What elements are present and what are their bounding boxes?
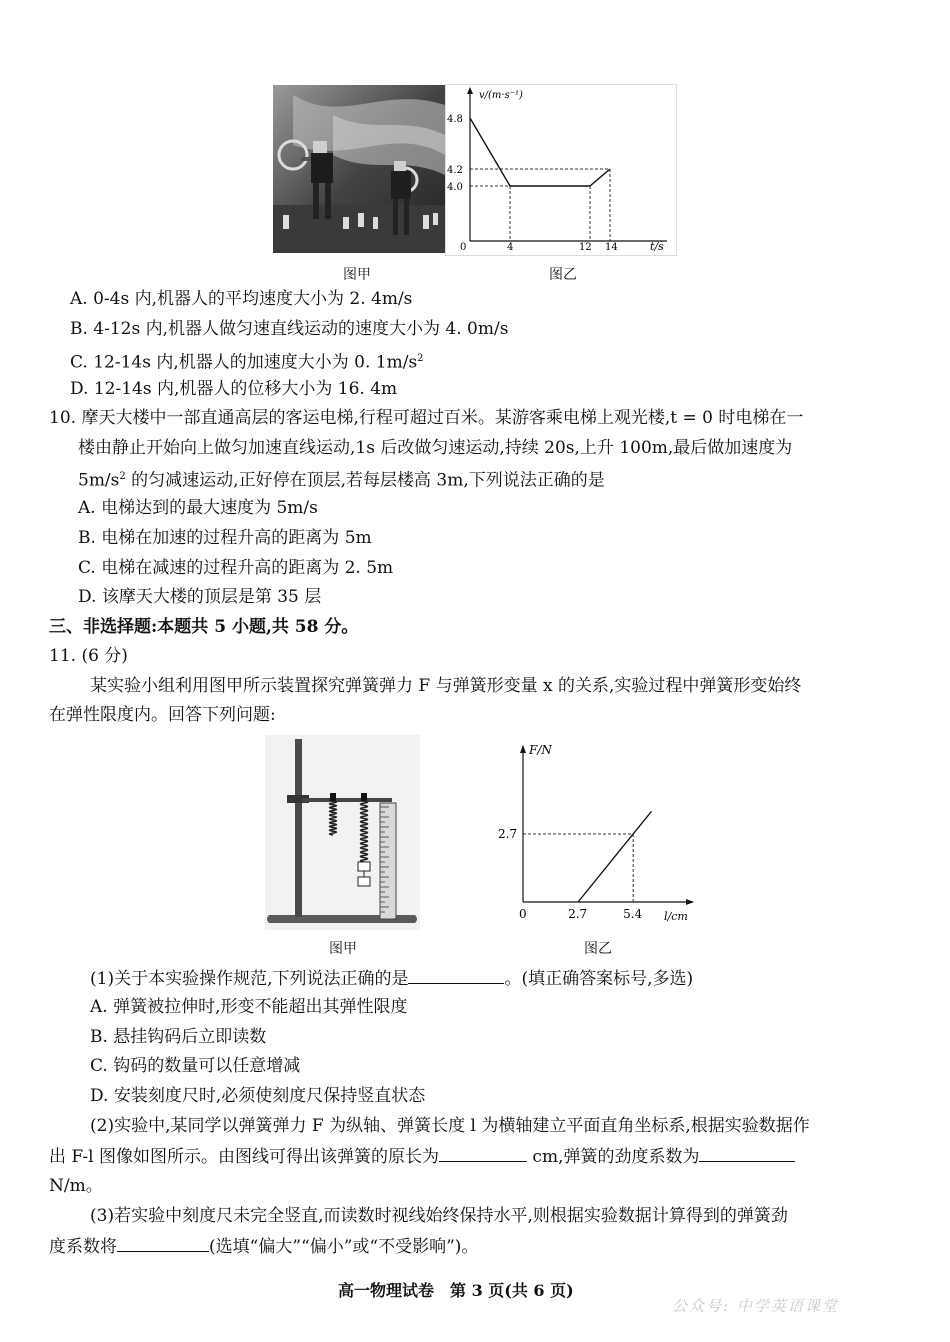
q11-fig-a-caption: 图甲	[329, 941, 357, 957]
y-tick-label: 4.0	[447, 182, 463, 193]
q11-p3-line2-post: (选填“偏大”“偏小”或“不受影响”)。	[209, 1237, 479, 1257]
q11-p1-option-b: B. 悬挂钩码后立即读数	[90, 1027, 267, 1047]
q10-line3-sup: 2	[119, 471, 126, 482]
q11-p1-pre: (1)关于本实验操作规范,下列说法正确的是	[90, 969, 409, 989]
q10-option-d: D. 该摩天大楼的顶层是第 35 层	[78, 587, 322, 607]
origin-label: 0	[460, 242, 467, 253]
y-axis-label: F/N	[529, 743, 552, 757]
force-length-chart	[488, 740, 703, 935]
x-axis-arrow	[686, 899, 694, 905]
answer-blank-3[interactable]	[699, 1145, 795, 1162]
q11-intro1: 某实验小组利用图甲所示装置探究弹簧弹力 F 与弹簧形变量 x 的关系,实验过程中弹簧形变始终	[90, 676, 802, 696]
q11-p1-option-c: C. 钩码的数量可以任意增减	[90, 1056, 301, 1076]
q9-option-b: B. 4-12s 内,机器人做匀速直线运动的速度大小为 4. 0m/s	[70, 319, 509, 339]
q11-p3-line2-pre: 度系数将	[49, 1237, 117, 1257]
q11-p2-line2-pre: 出 F-l 图像如图所示。由图线可得出该弹簧的原长为	[49, 1147, 440, 1167]
answer-blank-2[interactable]	[439, 1145, 527, 1162]
q11-p2-line2-mid: cm,弹簧的劲度系数为	[527, 1147, 700, 1167]
y-tick-label: 4.2	[447, 165, 463, 176]
x-axis-label: t/s	[650, 240, 664, 253]
y-axis-arrow	[520, 745, 526, 753]
q11-p2-line1: (2)实验中,某同学以弹簧弹力 F 为纵轴、弹簧长度 l 为横轴建立平面直角坐标系,根据实验数据作	[90, 1116, 810, 1136]
y-axis-label: v/(m·s⁻¹)	[479, 90, 523, 101]
q9-option-c-text: C. 12-14s 内,机器人的加速度大小为 0. 1m/s	[70, 352, 418, 373]
watermark: 公众号: 中学英语课堂	[672, 1297, 839, 1315]
x-axis-label: l/cm	[664, 910, 688, 923]
q11-p1-option-a: A. 弹簧被拉伸时,形变不能超出其弹性限度	[90, 997, 408, 1017]
y-tick-label: 2.7	[498, 826, 518, 841]
spring-apparatus	[265, 735, 420, 930]
q10-line3	[78, 466, 605, 492]
x-tick-label: 4	[507, 242, 514, 253]
chart-caption: 图乙	[549, 267, 577, 283]
q10-line3-post: 的匀减速运动,正好停在顶层,若每层楼高 3m,下列说法正确的是	[125, 470, 605, 491]
x-tick-label: 5.4	[623, 907, 643, 921]
y-tick-label: 4.8	[447, 114, 463, 125]
q10-option-a: A. 电梯达到的最大速度为 5m/s	[78, 498, 318, 518]
q10-line1: 10. 摩天大楼中一部直通高层的客运电梯,行程可超过百米。某游客乘电梯上观光楼,t = 0 时电梯在一	[49, 408, 804, 428]
q11-p3-line2	[49, 1235, 478, 1258]
q10-option-c: C. 电梯在减速的过程升高的距离为 2. 5m	[78, 558, 394, 578]
page-footer: 高一物理试卷 第 3 页(共 6 页)	[338, 1281, 574, 1300]
q11-p2-line3: N/m。	[49, 1176, 103, 1196]
origin-label: 0	[519, 907, 527, 921]
q10-option-b: B. 电梯在加速的过程升高的距离为 5m	[78, 528, 372, 548]
x-tick-label: 14	[605, 242, 618, 253]
q11-p2-line2	[49, 1145, 795, 1168]
q9-option-d: D. 12-14s 内,机器人的位移大小为 16. 4m	[70, 379, 398, 399]
q10-line3-pre: 5m/s	[78, 470, 120, 491]
q11-intro2: 在弹性限度内。回答下列问题:	[49, 705, 276, 725]
q10-line2: 楼由静止开始向上做匀加速直线运动,1s 后改做匀速运动,持续 20s,上升 100m,最后做加速度为	[78, 438, 793, 458]
photo-caption: 图甲	[343, 267, 371, 283]
x-tick-label: 2.7	[568, 907, 588, 921]
section3-heading: 三、非选择题:本题共 5 小题,共 58 分。	[49, 617, 359, 637]
q11-p1-option-d: D. 安装刻度尺时,必须使刻度尺保持竖直状态	[90, 1086, 426, 1106]
q9-option-c-sup: 2	[417, 353, 424, 364]
velocity-time-chart	[445, 84, 677, 256]
q11-fig-b-caption: 图乙	[584, 941, 612, 957]
q11-p1-post: 。(填正确答案标号,多选)	[504, 969, 694, 989]
q9-option-c	[70, 348, 424, 374]
q11-p3-line1: (3)若实验中刻度尺未完全竖直,而读数时视线始终保持水平,则根据实验数据计算得到的弹簧劲	[90, 1206, 788, 1226]
q11-number: 11. (6 分)	[49, 646, 128, 666]
robot-photo	[273, 85, 445, 253]
answer-blank-1[interactable]	[408, 967, 504, 984]
force-series-line	[578, 811, 651, 902]
q9-option-a: A. 0-4s 内,机器人的平均速度大小为 2. 4m/s	[70, 289, 413, 309]
q11-p1	[90, 967, 693, 990]
x-tick-label: 12	[579, 242, 592, 253]
answer-blank-4[interactable]	[117, 1235, 209, 1252]
